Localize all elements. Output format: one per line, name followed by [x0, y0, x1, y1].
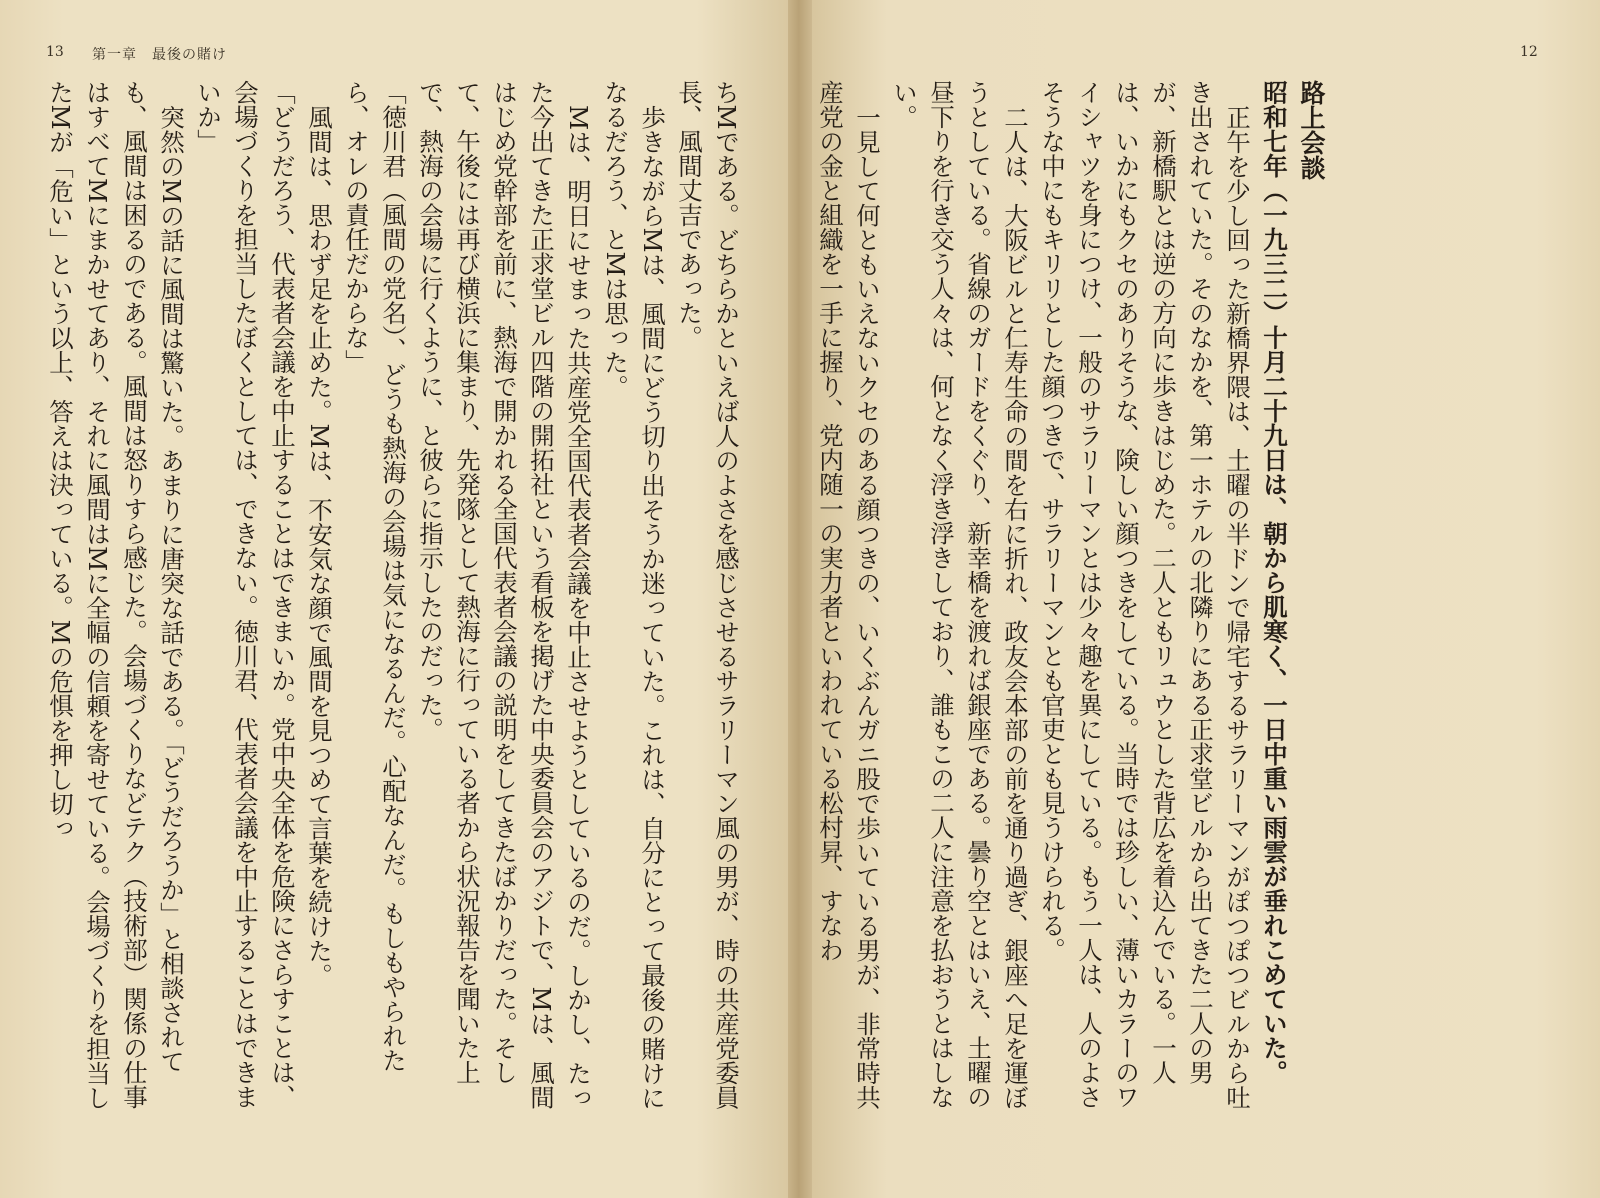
paragraph: 正午を少し回った新橋界隈は、土曜の半ドンで帰宅するサラリーマンがぽつぽつビルから吐き出されていた。そのなかを、第一ホテルの北隣りにある正求堂ビルから出てきた二人の男が、新橋駅とは逆の方向に歩きはじめた。二人ともリュウとした背広を着込んでいる。一人は、いかにもクセのありそうな、険しい顔つきをしている。当時では珍しい、薄いカラーのワイシャツを身につけ、一般のサラリーマンとは少々趣を異にしている。もう一人は、人のよさそうな中にもキリリとした顔つきで、サラリーマンとも官吏とも見うけられる。 [1038, 80, 1252, 1109]
paragraph: ちMである。どちらかといえば人のよさを感じさせるサラリーマン風の男が、時の共産党委員長、風間丈吉であった。 [675, 80, 741, 1110]
right-page-body [816, 80, 1330, 1115]
left-page-number: 13 [46, 44, 64, 60]
left-page-body [46, 80, 745, 1115]
dialogue-paragraph: 「どうだろう、代表者会議を中止することはできまいか。党中央全体を危険にさらすことは、会場づくりを担当したぼくとしては、できない。徳川君、代表者会議を中止することはできまいか」 [194, 80, 297, 1109]
paragraph: 突然のMの話に風間は驚いた。あまりに唐突な話である。「どうだろうか」と相談されても、風間は困るのである。風間は怒りすら感じた。会場づくりなどテク（技術部）関係の仕事はすべてMにまかせてあり、それに風間はMに全幅の信頼を寄せている。会場づくりを担当したMが「危い」という以上、答えは決っている。Mの危惧を押し切っ [46, 80, 186, 1111]
paragraph: Mは、明日にせまった共産党全国代表者会議を中止させようとしているのだ。しかし、たった今出てきた正求堂ビル四階の開拓社という看板を掲げた中央委員会のアジトで、Mは、風間はじめ党幹部を前に、熱海で開かれる全国代表者会議の説明をしてきたばかりだった。そして、午後には再び横浜に集まり、先発隊として熱海に行っている者から状況報告を聞いた上で、熱海の会場に行くように、と彼らに指示したのだった。 [416, 80, 593, 1110]
section-title: 路上会談 [1297, 80, 1326, 180]
paragraph: 二人は、大阪ビルと仁寿生命の間を右に折れ、政友会本部の前を通り過ぎ、銀座へ足を運ぼうとしている。省線のガードをくぐり、新幸橋を渡れば銀座である。曇り空とはいえ、土曜の昼下りを行き交う人々は、何となく浮き浮きしており、誰もこの二人に注意を払おうとはしない。 [890, 80, 1030, 1109]
book-gutter [788, 0, 812, 1198]
running-chapter-title: 第一章 最後の賭け [92, 47, 227, 63]
right-page-number: 12 [1520, 44, 1538, 60]
paragraph: 風間は、思わず足を止めた。Mは、不安気な顔で風間を見つめて言葉を続けた。 [305, 104, 334, 988]
paragraph: 一見して何ともいえないクセのある顔つきの、いくぶんガニ股で歩いている男が、非常時共産党の金と組織を一手に握り、党内随一の実力者といわれている松村昇、すなわ [816, 80, 882, 1109]
paragraph: 歩きながらMは、風間にどう切り出そうか迷っていた。これは、自分にとって最後の賭けになるだろう、とMは思った。 [601, 80, 667, 1110]
dialogue-paragraph: 「徳川君（風間の党名）、どうも熱海の会場は気になるんだ。心配なんだ。もしもやられたら、オレの責任だからな」 [342, 80, 408, 1073]
dateline: 昭和七年（一九三二）十月二十九日は、朝から肌寒く、一日中重い雨雲が垂れこめていた。 [1260, 80, 1289, 1085]
